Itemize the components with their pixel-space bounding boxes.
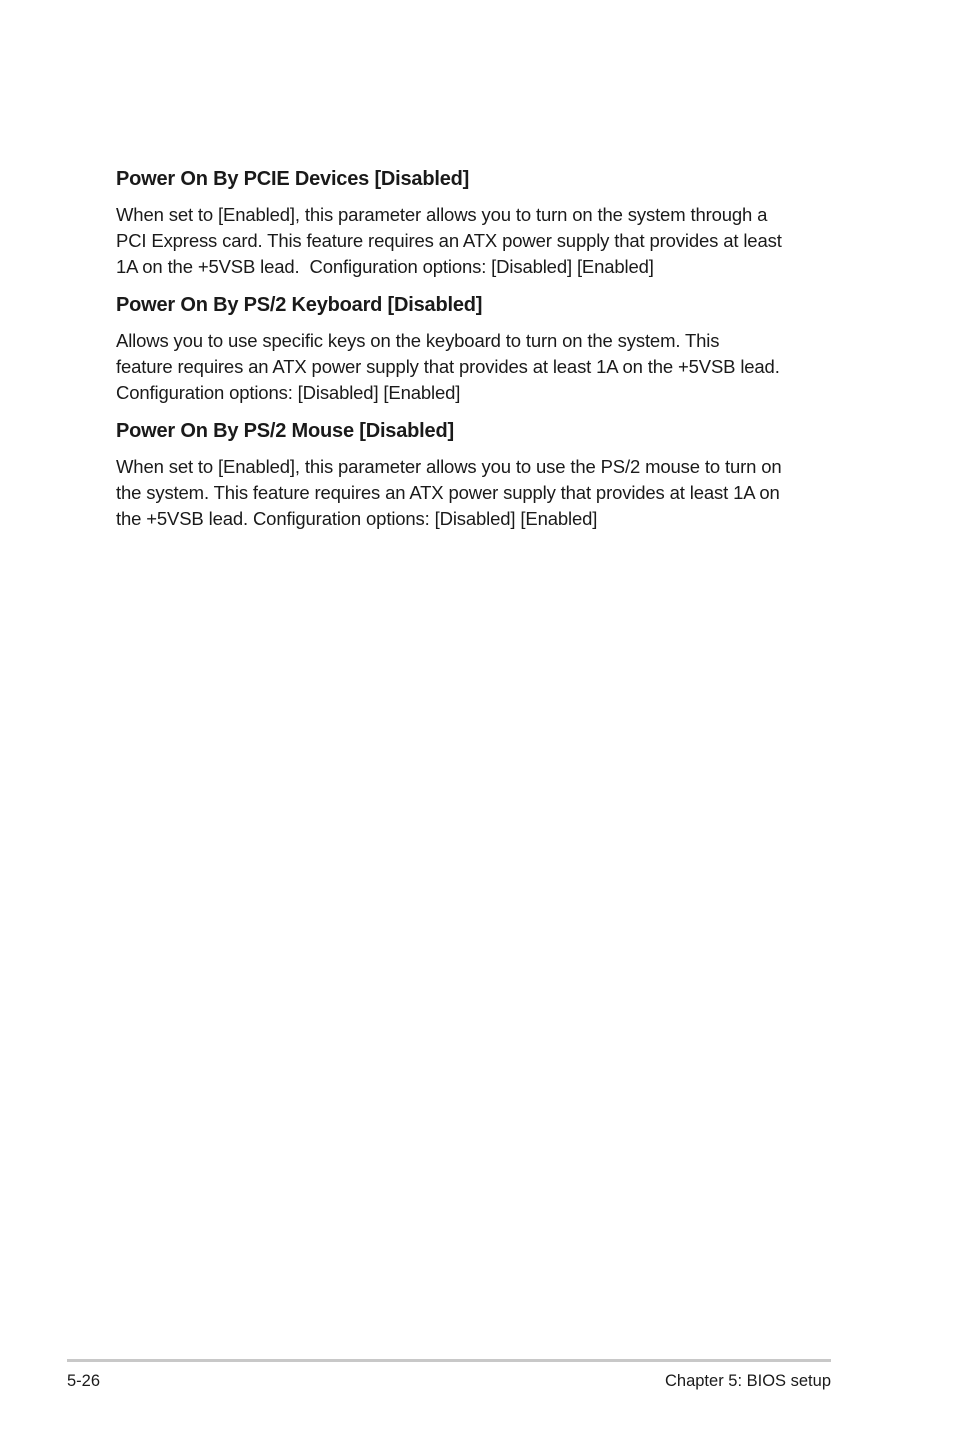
body-line: Allows you to use specific keys on the keyboard to turn on the system. This	[116, 330, 720, 351]
section-body	[116, 202, 846, 280]
document-content	[116, 166, 846, 544]
body-line: When set to [Enabled], this parameter allows you to turn on the system through a	[116, 204, 768, 225]
section-body	[116, 328, 846, 406]
chapter-title: Chapter 5: BIOS setup	[664, 1372, 831, 1390]
section-pcie-devices	[116, 166, 846, 280]
body-line: PCI Express card. This feature requires an ATX power supply that provides at least	[116, 230, 782, 251]
section-title: Power On By PCIE Devices [Disabled]	[116, 168, 470, 190]
section-ps2-keyboard	[116, 292, 846, 406]
page-number: 5-26	[67, 1372, 101, 1390]
body-line: When set to [Enabled], this parameter allows you to use the PS/2 mouse to turn on	[116, 456, 782, 477]
section-title: Power On By PS/2 Keyboard [Disabled]	[116, 294, 483, 316]
body-line: Configuration options: [Disabled] [Enabled]	[116, 382, 461, 403]
section-title: Power On By PS/2 Mouse [Disabled]	[116, 420, 454, 442]
section-ps2-mouse	[116, 418, 846, 532]
body-line: 1A on the +5VSB lead. Configuration options: [Disabled] [Enabled]	[116, 256, 654, 277]
body-line: feature requires an ATX power supply that provides at least 1A on the +5VSB lead.	[116, 356, 780, 377]
section-body	[116, 454, 846, 532]
footer-divider	[67, 1359, 831, 1362]
body-line: the +5VSB lead. Configuration options: [Disabled] [Enabled]	[116, 508, 598, 529]
body-line: the system. This feature requires an ATX power supply that provides at least 1A on	[116, 482, 780, 503]
